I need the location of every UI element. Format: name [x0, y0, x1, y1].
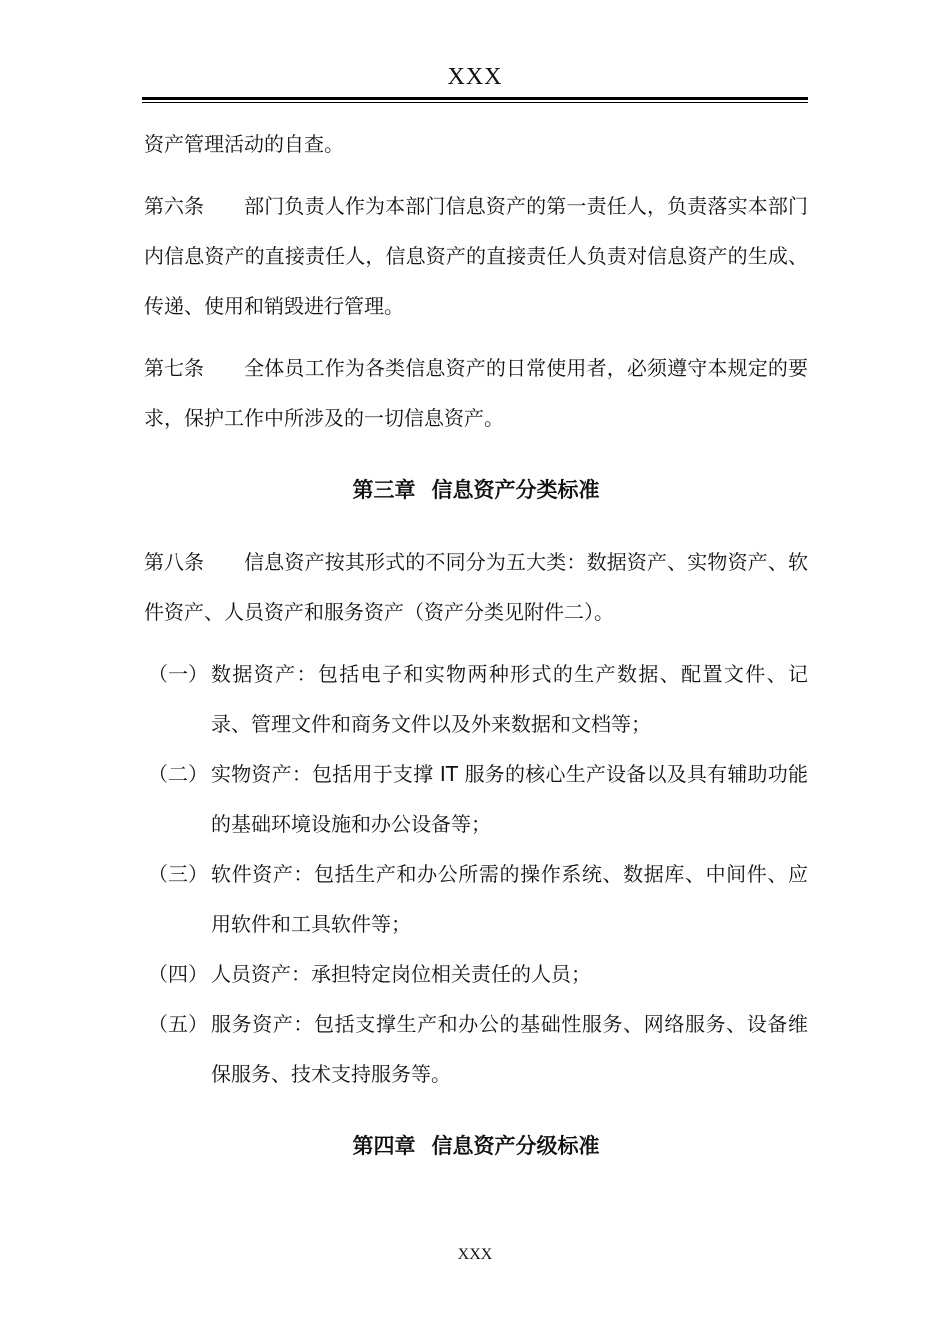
list-item-1-marker: （一） [148, 662, 208, 686]
list-item-4 [144, 949, 808, 999]
list-item-3 [144, 849, 808, 949]
chapter-4-heading [144, 1119, 808, 1173]
chapter-3-heading [144, 463, 808, 517]
list-item-1-text: 数据资产：包括电子和实物两种形式的生产数据、配置文件、记录、管理文件和商务文件以及外来数据和文档等； [211, 662, 808, 736]
chapter-4-number: 第四章 [352, 1134, 416, 1158]
document-body [144, 119, 808, 1193]
chapter-3-number: 第三章 [352, 478, 416, 502]
list-item-2-marker: （二） [148, 762, 208, 786]
list-item-4-marker: （四） [148, 962, 208, 986]
article-6 [144, 181, 808, 331]
page-header-title: XXX [447, 64, 503, 90]
list-item-1 [144, 649, 808, 749]
list-item-3-text: 软件资产：包括生产和办公所需的操作系统、数据库、中间件、应用软件和工具软件等； [211, 862, 808, 936]
article-6-label: 第六条 [144, 194, 204, 218]
list-item-2-text: 实物资产：包括用于支撑 IT 服务的核心生产设备以及具有辅助功能的基础环境设施和办公设备等； [211, 762, 808, 836]
article-7-text: 全体员工作为各类信息资产的日常使用者，必须遵守本规定的要求，保护工作中所涉及的一切信息资产。 [144, 356, 808, 430]
list-item-4-text: 人员资产：承担特定岗位相关责任的人员； [211, 962, 591, 986]
article-7-label: 第七条 [144, 356, 204, 380]
article-8 [144, 537, 808, 637]
article-7 [144, 343, 808, 443]
page-footer: XXX [457, 1246, 493, 1263]
article-6-text: 部门负责人作为本部门信息资产的第一责任人，负责落实本部门内信息资产的直接责任人，信息资产的直接责任人负责对信息资产的生成、传递、使用和销毁进行管理。 [144, 194, 808, 318]
paragraph-continuation: 资产管理活动的自查。 [144, 132, 344, 156]
header-rule-thick [142, 97, 808, 100]
list-item-3-marker: （三） [148, 862, 208, 886]
list-item-5 [144, 999, 808, 1099]
list-item-5-text: 服务资产：包括支撑生产和办公的基础性服务、网络服务、设备维保服务、技术支持服务等。 [211, 1012, 808, 1086]
list-item-2 [144, 749, 808, 849]
chapter-3-title: 信息资产分类标准 [431, 478, 600, 502]
article-8-label: 第八条 [144, 550, 204, 574]
article-8-text: 信息资产按其形式的不同分为五大类：数据资产、实物资产、软件资产、人员资产和服务资产（资产分类见附件二）。 [144, 550, 808, 624]
list-item-5-marker: （五） [148, 1012, 208, 1036]
header-rule-thin [142, 102, 808, 103]
chapter-4-title: 信息资产分级标准 [431, 1134, 600, 1158]
